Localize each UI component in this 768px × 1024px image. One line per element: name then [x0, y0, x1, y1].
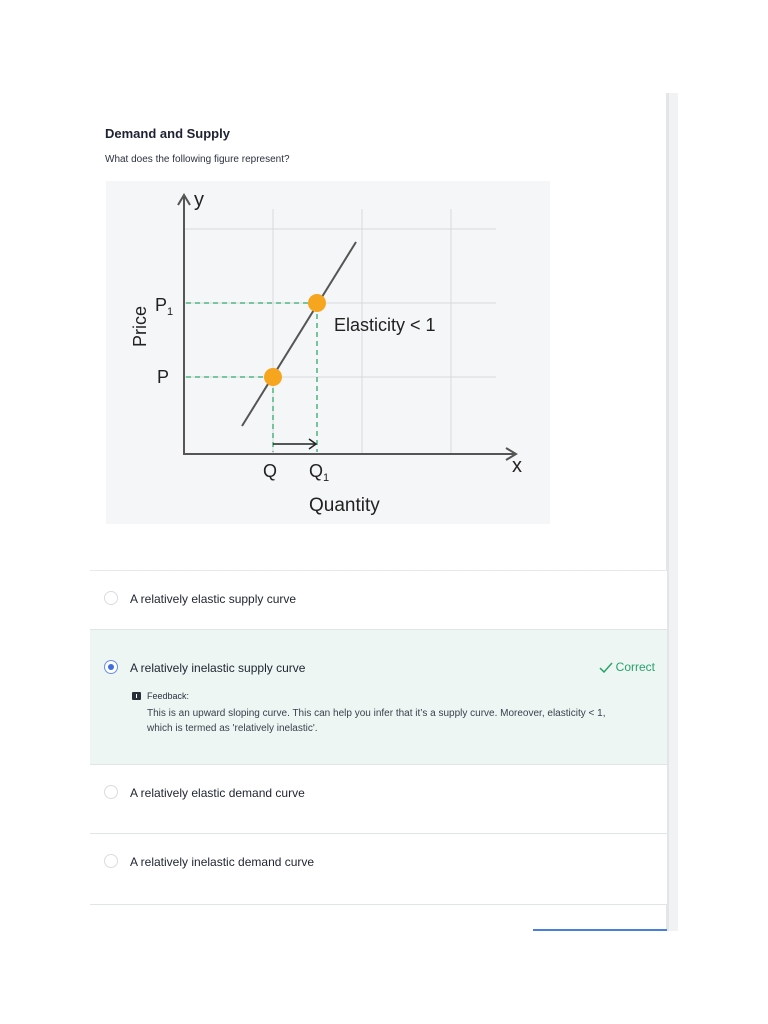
qty-label-q1 [309, 461, 329, 484]
bottom-accent-bar [533, 929, 667, 931]
x-axis-title: Quantity [309, 495, 380, 516]
option-label: A relatively elastic supply curve [130, 592, 297, 606]
correct-label: Correct [615, 660, 655, 674]
question-prompt: What does the following figure represent? [105, 154, 290, 165]
price-label-p1 [155, 295, 173, 318]
option-elastic-demand[interactable] [90, 765, 667, 834]
radio-button[interactable] [104, 854, 118, 868]
radio-button[interactable] [104, 785, 118, 799]
option-elastic-supply[interactable] [90, 571, 667, 630]
option-inelastic-supply[interactable] [90, 630, 667, 765]
question-title: Demand and Supply [105, 126, 230, 141]
point-p1-q1 [308, 294, 326, 312]
correct-badge [599, 660, 655, 674]
feedback-heading: Feedback: [147, 691, 190, 701]
option-label: A relatively elastic demand curve [130, 786, 305, 800]
x-axis-letter: x [512, 455, 522, 477]
checkmark-icon [599, 662, 613, 673]
y-axis-title: Price [130, 305, 150, 347]
option-label: A relatively inelastic demand curve [130, 855, 315, 869]
question-header [105, 126, 660, 166]
y-axis-letter: y [194, 189, 204, 211]
supply-curve-figure [106, 181, 550, 524]
quantity-change-arrow [273, 439, 316, 449]
radio-button-selected[interactable] [104, 660, 118, 674]
option-inelastic-demand[interactable] [90, 834, 667, 905]
answer-options [90, 570, 667, 905]
qty-label-q1-sub: 1 [323, 472, 330, 484]
feedback-text: This is an upward sloping curve. This can help you infer that it’s a supply curve. Moreover, elasticity < 1, which is termed as 'relatively inelastic'. [147, 708, 606, 734]
feedback-heading-row [132, 690, 627, 702]
radio-button[interactable] [104, 591, 118, 605]
point-p-q [264, 368, 282, 386]
qty-label-q1-base: Q [309, 461, 324, 481]
price-label-p: P [157, 367, 170, 387]
option-label: A relatively inelastic supply curve [130, 661, 306, 675]
elasticity-annotation: Elasticity < 1 [334, 315, 436, 335]
feedback-panel [90, 690, 667, 764]
figure-svg [106, 181, 550, 524]
price-label-p1-sub: 1 [167, 306, 174, 318]
feedback-icon [132, 692, 141, 700]
price-label-p1-base: P [155, 295, 168, 315]
qty-label-q: Q [263, 461, 278, 481]
radio-dot [108, 664, 114, 670]
